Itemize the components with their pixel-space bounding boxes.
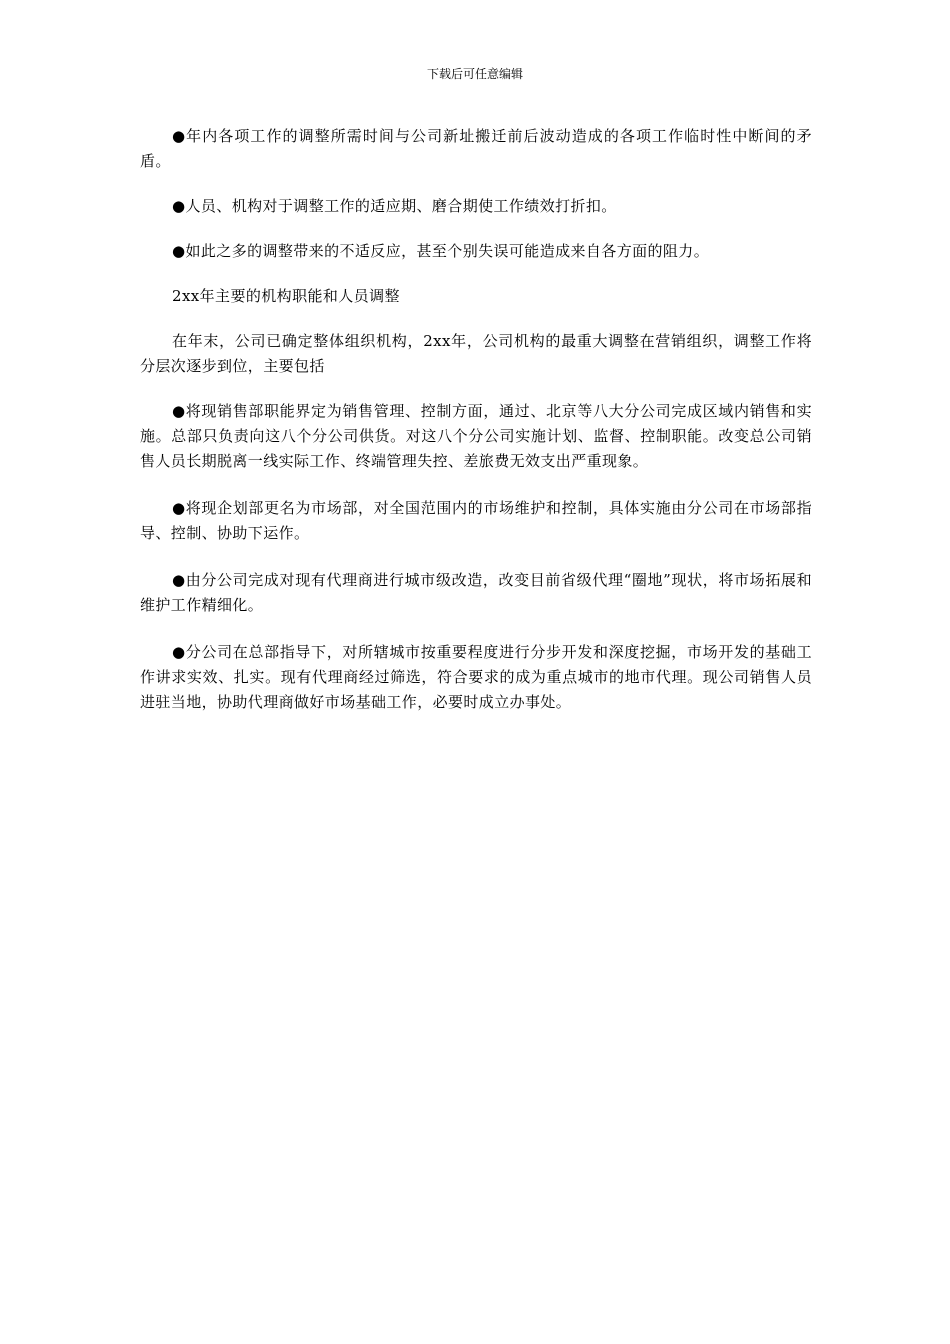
paragraph-bullet-6: ●由分公司完成对现有代理商进行城市级改造，改变目前省级代理“圈地”现状，将市场拓展和维护工作精细化。 — [140, 571, 812, 614]
paragraph-bullet-5: ●将现企划部更名为市场部，对全国范围内的市场维护和控制，具体实施由分公司在市场部指导、控制、协助下运作。 — [140, 499, 812, 542]
document-body — [140, 124, 812, 715]
paragraph-bullet-3: ●如此之多的调整带来的不适反应，甚至个别失误可能造成来自各方面的阻力。 — [172, 242, 710, 260]
paragraph-bullet-1: ●年内各项工作的调整所需时间与公司新址搬迁前后波动造成的各项工作临时性中断间的矛盾。 — [140, 127, 812, 170]
page-header: 下载后可任意编辑 — [426, 67, 523, 81]
paragraph-bullet-2: ●人员、机构对于调整工作的适应期、磨合期使工作绩效打折扣。 — [172, 197, 617, 215]
paragraph-intro: 在年末，公司已确定整体组织机构，2xx年，公司机构的最重大调整在营销组织，调整工作将分层次逐步到位，主要包括 — [140, 332, 812, 375]
section-heading: 2xx年主要的机构职能和人员调整 — [172, 287, 400, 305]
paragraph-bullet-4: ●将现销售部职能界定为销售管理、控制方面，通过、北京等八大分公司完成区域内销售和实施。总部只负责向这八个分公司供货。对这八个分公司实施计划、监督、控制职能。改变总公司销售人员长期脱离一线实际工作、终端管理失控、差旅费无效支出严重现象。 — [140, 402, 812, 470]
paragraph-bullet-7: ●分公司在总部指导下，对所辖城市按重要程度进行分步开发和深度挖掘，市场开发的基础工作讲求实效、扎实。现有代理商经过筛选，符合要求的成为重点城市的地市代理。现公司销售人员进驻当地，协助代理商做好市场基础工作，必要时成立办事处。 — [140, 643, 812, 711]
